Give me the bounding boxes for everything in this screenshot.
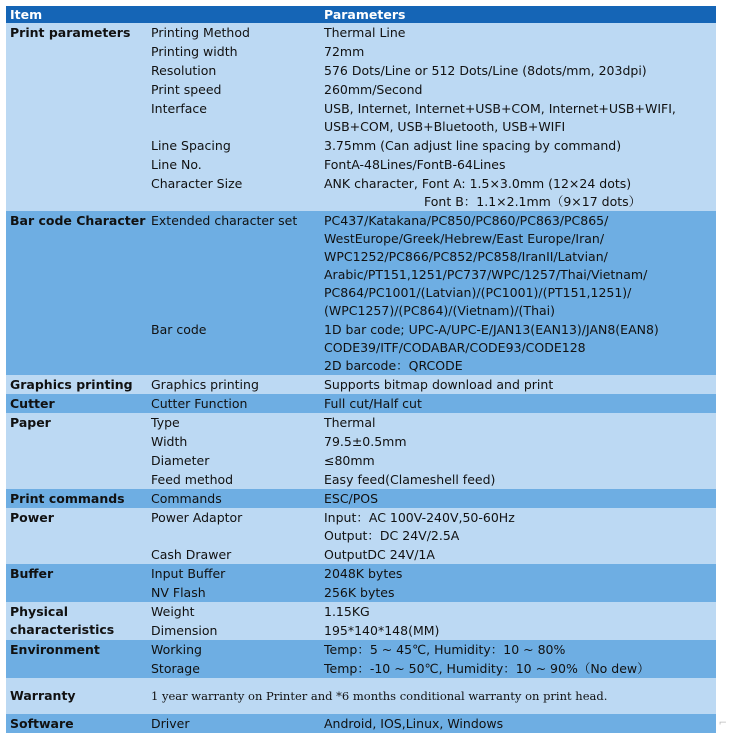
parameter-value: ≤80mm	[324, 453, 375, 468]
category-label: Software	[10, 716, 74, 731]
parameter-value: FontA-48Lines/FontB-64Lines	[324, 157, 506, 172]
spec-row	[151, 155, 716, 174]
parameter-value: USB, Internet, Internet+USB+COM, Internet+USB+WIFI,	[324, 101, 676, 116]
parameter-value: WestEurope/Greek/Hebrew/East Europe/Iran/	[324, 231, 605, 246]
category-label: Power	[10, 510, 54, 525]
parameter-value: 256K bytes	[324, 585, 395, 600]
table-header	[6, 6, 716, 23]
spec-row	[151, 174, 716, 211]
spec-row	[151, 470, 716, 489]
spec-group	[6, 564, 716, 602]
spec-row	[151, 320, 716, 375]
parameter-value: Arabic/PT151,1251/PC737/WPC/1257/Thai/Vietnam/	[324, 267, 648, 282]
category-label: Physical characteristics	[10, 604, 115, 637]
page-corner-mark: ⌐	[718, 718, 727, 729]
parameter-value: PC864/PC1001/(Latvian)/(PC1001)/(PT151,1251)/	[324, 285, 632, 300]
sub-item-label: Diameter	[151, 453, 210, 468]
spec-row	[151, 394, 716, 413]
parameter-value: Thermal Line	[324, 25, 406, 40]
spec-group	[6, 508, 716, 564]
parameter-value: 195*140*148(MM)	[324, 623, 440, 638]
parameter-value: 576 Dots/Line or 512 Dots/Line (8dots/mm, 203dpi)	[324, 63, 647, 78]
parameter-value: Temp：5 ~ 45℃, Humidity：10 ~ 80%	[324, 642, 566, 657]
spec-group	[6, 714, 716, 733]
sub-item-label: Width	[151, 434, 188, 449]
spec-row	[151, 621, 716, 640]
category-label: Graphics printing	[10, 377, 133, 392]
parameter-value: Thermal	[324, 415, 376, 430]
sub-item-label: Driver	[151, 716, 190, 731]
spec-row	[151, 61, 716, 80]
parameter-value: ANK character, Font A: 1.5×3.0mm (12×24 dots)	[324, 176, 632, 191]
category-label: Bar code Character	[10, 213, 146, 228]
spec-row	[151, 211, 716, 320]
category-label: Cutter	[10, 396, 55, 411]
sub-item-label: Cash Drawer	[151, 547, 232, 562]
warranty-text: 1 year warranty on Printer and *6 months conditional warranty on print head.	[151, 689, 608, 703]
sub-item-label: Cutter Function	[151, 396, 248, 411]
spec-row	[151, 714, 716, 733]
spec-row	[151, 413, 716, 432]
parameter-value: 2048K bytes	[324, 566, 403, 581]
parameter-value: USB+COM, USB+Bluetooth, USB+WIFI	[324, 119, 566, 134]
sub-item-label: Line No.	[151, 157, 202, 172]
spec-row	[151, 23, 716, 42]
header-item: Item	[10, 7, 43, 22]
spec-row	[151, 80, 716, 99]
sub-item-label: Storage	[151, 661, 200, 676]
parameter-value: 260mm/Second	[324, 82, 423, 97]
sub-item-label: Weight	[151, 604, 195, 619]
sub-item-label: Bar code	[151, 322, 207, 337]
parameter-value: ESC/POS	[324, 491, 379, 506]
spec-group	[6, 640, 716, 678]
category-label: Warranty	[10, 688, 76, 703]
sub-item-label: Type	[151, 415, 180, 430]
spec-row	[151, 545, 716, 564]
sub-item-label: Dimension	[151, 623, 218, 638]
spec-row	[151, 640, 716, 659]
parameter-value: 72mm	[324, 44, 365, 59]
spec-row	[151, 564, 716, 583]
sub-item-label: Graphics printing	[151, 377, 259, 392]
parameter-value: PC437/Katakana/PC850/PC860/PC863/PC865/	[324, 213, 609, 228]
category-label: Buffer	[10, 566, 54, 581]
spec-row	[151, 659, 716, 678]
parameter-value: 79.5±0.5mm	[324, 434, 407, 449]
parameter-value: Font B：1.1×2.1mm（9×17 dots）	[424, 194, 642, 209]
parameter-value: CODE39/ITF/CODABAR/CODE93/CODE128	[324, 340, 586, 355]
parameter-value: Output：DC 24V/2.5A	[324, 528, 460, 543]
spec-row	[151, 99, 716, 136]
spec-row	[151, 583, 716, 602]
category-label: Environment	[10, 642, 100, 657]
sub-item-label: Commands	[151, 491, 222, 506]
spec-group	[6, 375, 716, 394]
parameter-value: WPC1252/PC866/PC852/PC858/IranII/Latvian/	[324, 249, 608, 264]
sub-item-label: Printing Method	[151, 25, 250, 40]
sub-item-label: Power Adaptor	[151, 510, 243, 525]
spec-group	[6, 602, 716, 640]
sub-item-label: Working	[151, 642, 202, 657]
parameter-value: Temp：-10 ~ 50℃, Humidity：10 ~ 90%（No dew）	[324, 661, 650, 676]
parameter-value: Supports bitmap download and print	[324, 377, 554, 392]
spec-row	[151, 136, 716, 155]
sub-item-label: Input Buffer	[151, 566, 226, 581]
sub-item-label: Print speed	[151, 82, 222, 97]
category-label: Print commands	[10, 491, 125, 506]
spec-row	[151, 42, 716, 61]
spec-row	[151, 451, 716, 470]
parameter-value: 2D barcode：QRCODE	[324, 358, 463, 373]
parameter-value: Android, IOS,Linux, Windows	[324, 716, 504, 731]
table-body	[6, 23, 716, 733]
sub-item-label: Resolution	[151, 63, 217, 78]
spec-group	[6, 23, 716, 211]
sub-item-label: Interface	[151, 101, 207, 116]
sub-item-label: Character Size	[151, 176, 243, 191]
parameter-value: 3.75mm (Can adjust line spacing by command)	[324, 138, 622, 153]
spec-row	[151, 508, 716, 545]
parameter-value: Easy feed(Clameshell feed)	[324, 472, 496, 487]
parameter-value: Input：AC 100V-240V,50-60Hz	[324, 510, 515, 525]
parameter-value: 1.15KG	[324, 604, 370, 619]
sub-item-label: Printing width	[151, 44, 238, 59]
sub-item-label: NV Flash	[151, 585, 206, 600]
parameter-value: OutputDC 24V/1A	[324, 547, 435, 562]
parameter-value: Full cut/Half cut	[324, 396, 422, 411]
spec-row	[151, 432, 716, 451]
parameter-value: 1D bar code; UPC-A/UPC-E/JAN13(EAN13)/JAN8(EAN8)	[324, 322, 659, 337]
sub-item-label: Extended character set	[151, 213, 298, 228]
sub-item-label: Feed method	[151, 472, 234, 487]
spec-group	[6, 211, 716, 375]
sub-item-label: Line Spacing	[151, 138, 231, 153]
parameter-value: (WPC1257)/(PC864)/(Vietnam)/(Thai)	[324, 303, 555, 318]
spec-table	[6, 6, 716, 733]
category-label: Paper	[10, 415, 51, 430]
spec-row	[151, 602, 716, 621]
spec-group	[6, 678, 716, 714]
spec-group	[6, 489, 716, 508]
spec-group	[6, 394, 716, 413]
category-label: Print parameters	[10, 25, 131, 40]
spec-row	[151, 489, 716, 508]
spec-group	[6, 413, 716, 489]
header-parameters: Parameters	[324, 7, 406, 22]
spec-row	[151, 375, 716, 394]
